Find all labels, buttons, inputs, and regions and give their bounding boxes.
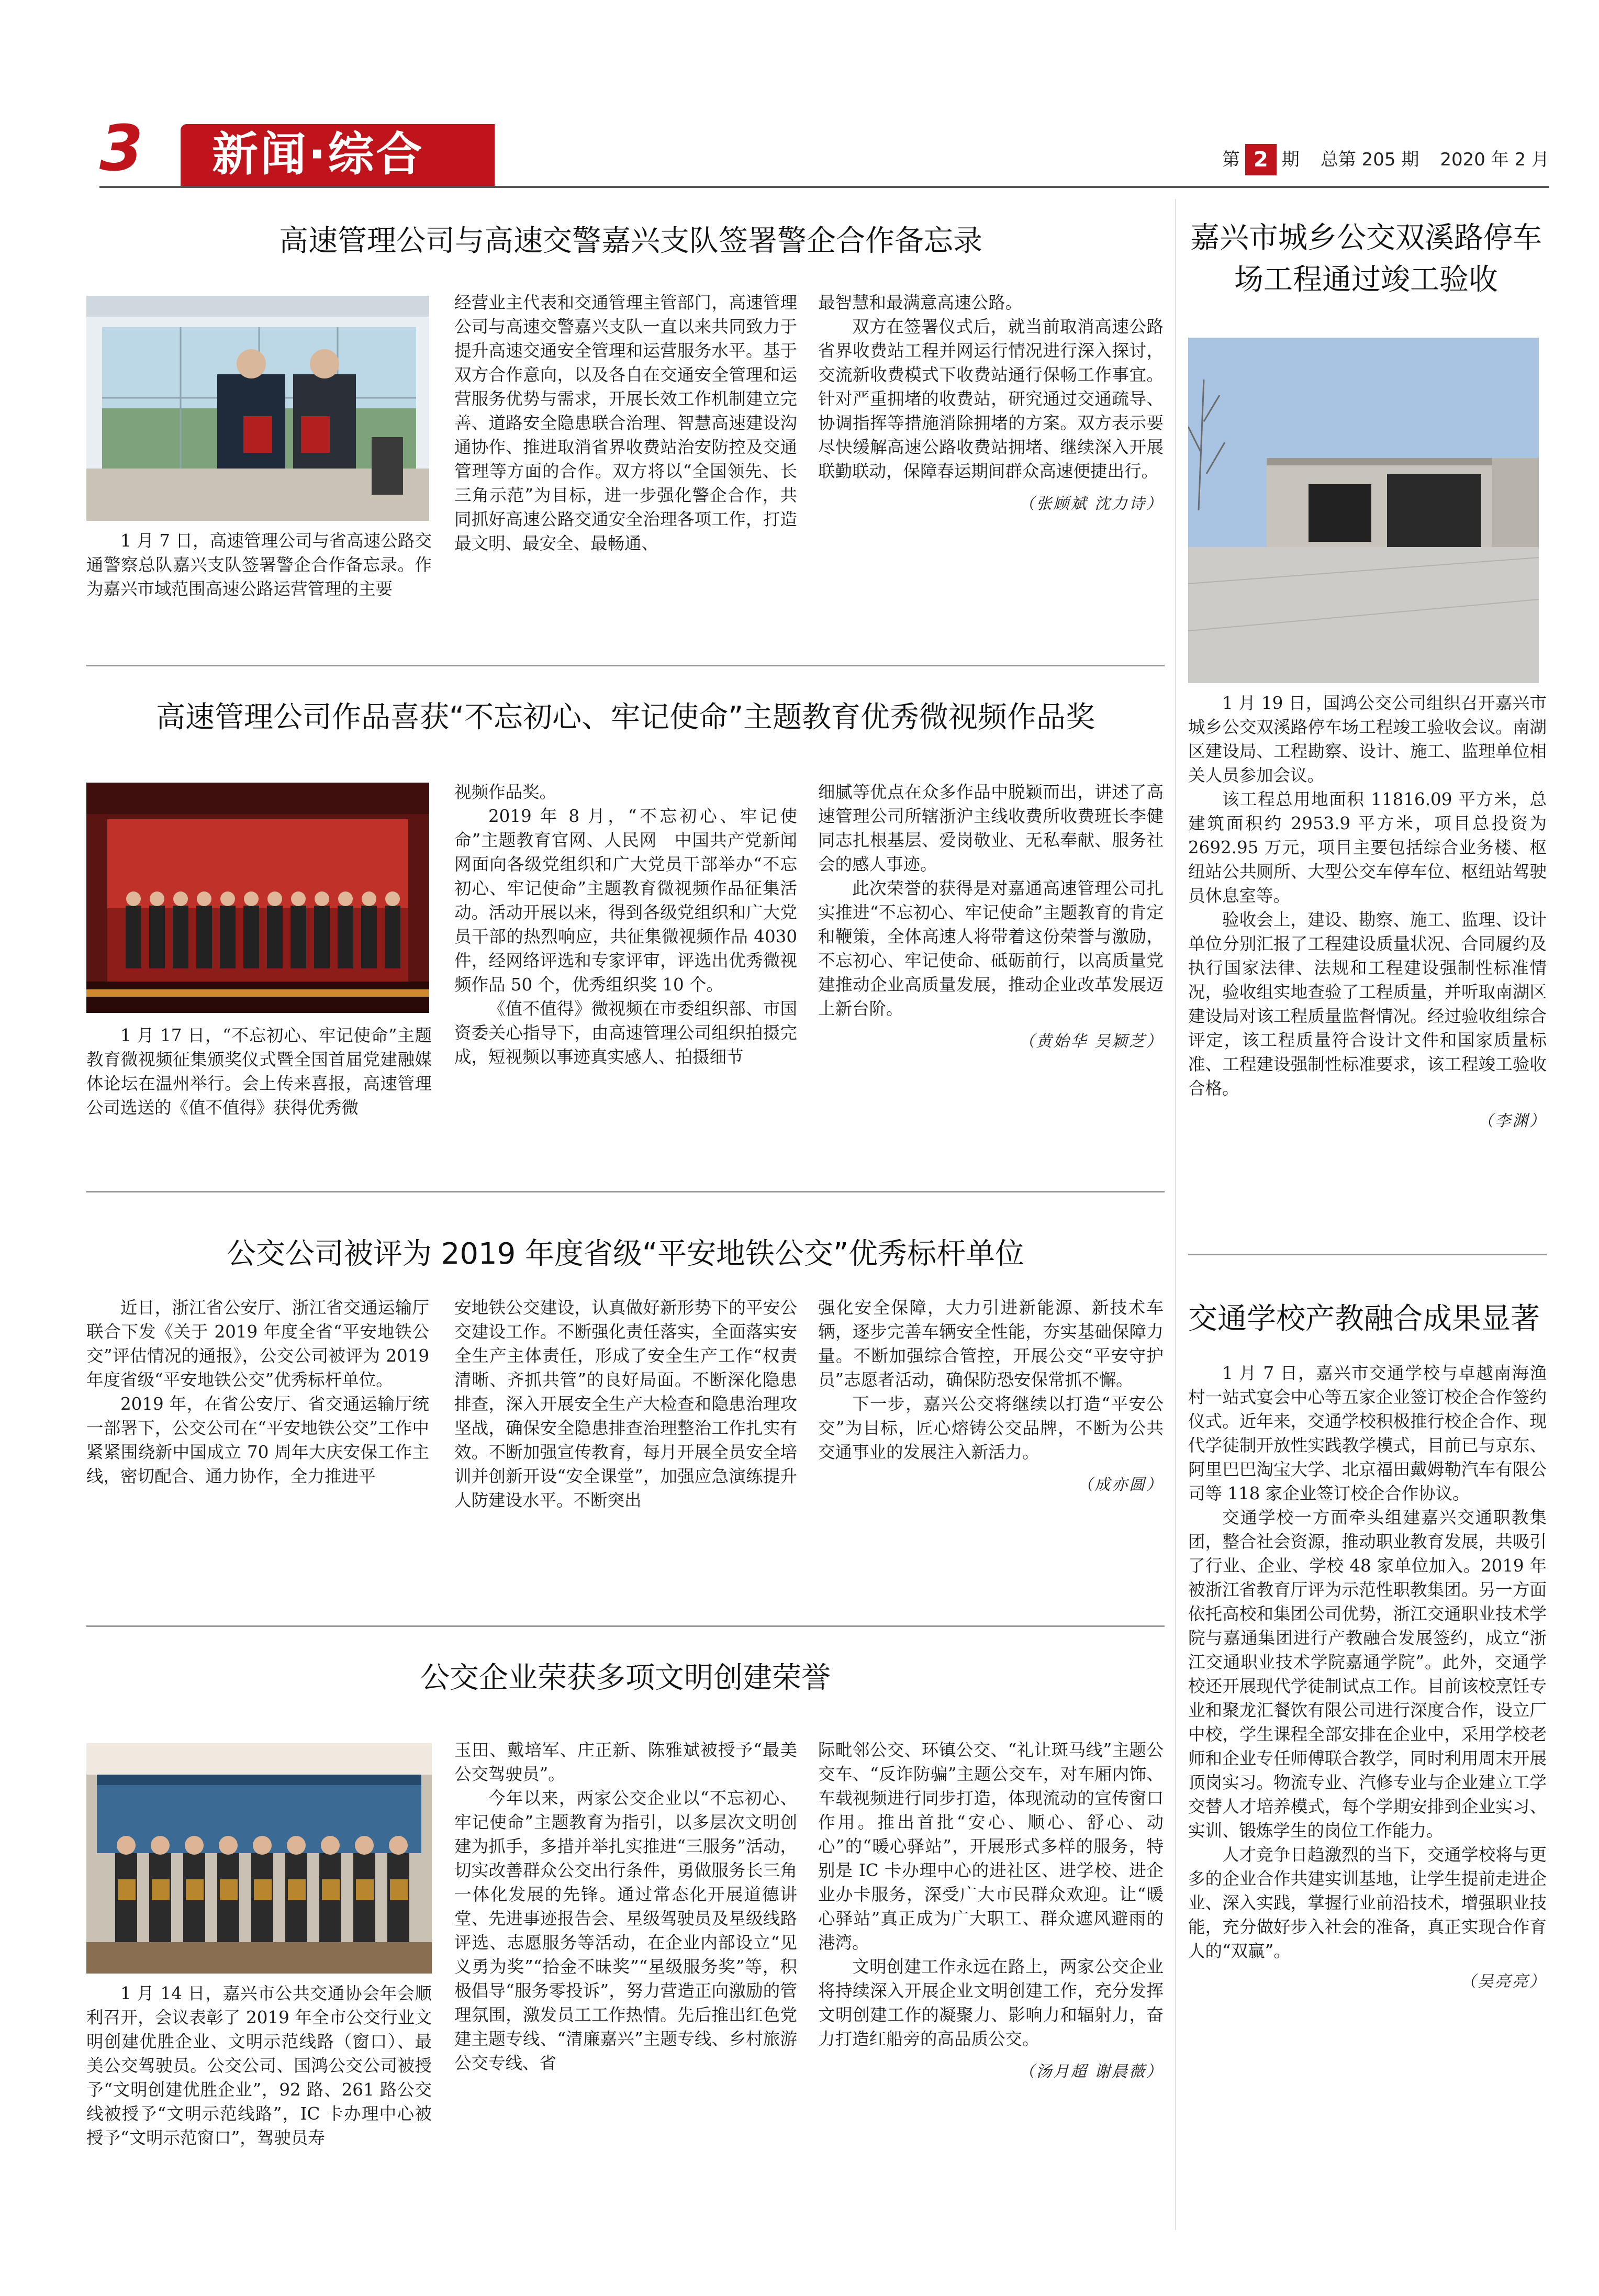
article3-divider	[86, 1625, 1165, 1627]
article4-column3	[818, 1738, 1164, 2083]
article4-col3-text-b: 文明创建工作永远在路上，两家公交企业将持续深入开展企业文明创建工作，充分发挥文明创建工作的凝聚力、影响力和辐射力，奋力打造红船旁的高品质公交。	[818, 1957, 1164, 2049]
article1-column3	[818, 291, 1164, 516]
article4-title: 公交企业荣获多项文明创建荣誉	[420, 1661, 831, 1695]
issue-info	[1222, 144, 1549, 175]
section-number: 3	[99, 113, 143, 185]
issue-date: 2020 年 2 月	[1440, 149, 1549, 170]
sidebar2-body	[1188, 1361, 1547, 1993]
article1-caption-text: 1 月 7 日，高速管理公司与省高速公路交通警察总队嘉兴支队签署警企合作备忘录。作为嘉兴市域范围高速公路运营管理的主要	[86, 531, 432, 599]
sidebar2-title: 交通学校产教融合成果显著	[1188, 1302, 1540, 1336]
article2-column2	[454, 780, 797, 1069]
issue-number: 2	[1245, 144, 1277, 175]
article1-col2-text: 经营业主代表和交通管理主管部门，高速管理公司与高速交警嘉兴支队一直以来共同致力于提升高速交通安全管理和运营服务水平。基于双方合作意向，以及各自在交通安全管理和运营服务优势与需求，开展长效工作机制建立完善、道路安全隐患联合治理、智慧高速建设沟通协作、推进取消省界收费站治安防控及交通管理等方面的合作。双方将以“全国领先、长三角示范”为目标，进一步强化警企合作，共同抓好高速公路交通安全治理各项工作，打造最文明、最安全、最畅通、	[454, 293, 797, 553]
article1-divider	[86, 665, 1165, 666]
article3-col3-text-b: 下一步，嘉兴公交将继续以打造“平安公交”为目标，匠心熔铸公交品牌，不断为公共交通事业的发展注入新活力。	[818, 1394, 1164, 1462]
article4-photo	[86, 1743, 432, 1974]
article2-photo	[86, 783, 429, 1013]
article2-col2-text-c: 《值不值得》微视频在市委组织部、市国资委关心指导下，由高速管理公司组织拍摄完成，短视频以事迹真实感人、拍摄细节	[454, 999, 797, 1067]
article1-caption	[86, 529, 432, 601]
masthead-rule	[99, 186, 1549, 188]
article1-column2	[454, 291, 797, 555]
article1-photo	[86, 296, 429, 521]
article3-signature: （成亦圆）	[1077, 1476, 1164, 1494]
issue-suffix: 期	[1281, 149, 1300, 170]
article3-column3	[818, 1296, 1164, 1497]
sidebar2-p1: 1 月 7 日，嘉兴市交通学校与卓越南海渔村一站式宴会中心等五家企业签订校企合作签约仪式。近年来，交通学校积极推行校企合作、现代学徒制开放性实践教学模式，目前已与京东、阿里巴巴淘宝大学、北京福田戴姆勒汽车有限公司等 118 家企业签订校企合作协议。	[1188, 1363, 1547, 1503]
article3-col1-text-a: 近日，浙江省公安厅、浙江省交通运输厅联合下发《关于 2019 年度全省“平安地铁公交”评估情况的通报》，公交公司被评为 2019 年度省级“平安地铁公交”优秀标杆单位。	[86, 1298, 429, 1390]
article2-divider	[86, 1191, 1165, 1192]
article2-col3-text-b: 此次荣誉的获得是对嘉通高速管理公司扎实推进“不忘初心、牢记使命”主题教育的肯定和鞭策，全体高速人将带着这份荣誉与激励，不忘初心、牢记使命、砥砺前行，以高质量党建推动企业高质量发展，推动企业改革发展迈上新台阶。	[818, 878, 1164, 1019]
article4-column2	[454, 1738, 797, 2075]
sidebar1-p2: 该工程总用地面积 11816.09 平方米，总建筑面积约 2953.9 平方米，项目总投资为 2692.95 万元，项目主要包括综合业务楼、枢纽站公共厕所、大型公交车停车位、枢纽站驾驶员休息室等。	[1188, 789, 1547, 906]
article2-col2-text-b: 2019 年 8 月，“不忘初心、牢记使命”主题教育官网、人民网 中国共产党新闻网面向各级党组织和广大党员干部举办“不忘初心、牢记使命”主题教育微视频作品征集活动。活动开展以来，得到各级党组织和广大党员干部的热烈响应，共征集微视频作品 4030 件，经网络评选和专家评审，评选出优秀微视频作品 50 个，优秀组织奖 10 个。	[454, 806, 797, 995]
sidebar1-p3: 验收会上，建设、勘察、施工、监理、设计单位分别汇报了工程建设质量状况、合同履约及执行国家法律、法规和工程建设强制性标准情况，验收组实地查验了工程质量，并听取南湖区建设局对该工程质量监督情况。经过验收组综合评定，该工程质量符合设计文件和国家质量标准、工程建设强制性标准要求，该工程竣工验收合格。	[1188, 910, 1547, 1098]
article3-col1-text-b: 2019 年，在省公安厅、省交通运输厅统一部署下，公交公司在“平安地铁公交”工作中紧紧围绕新中国成立 70 周年大庆安保工作主线，密切配合、通力协作，全力推进平	[86, 1394, 429, 1486]
sidebar1-signature: （李渊）	[1478, 1112, 1547, 1130]
article1-title: 高速管理公司与高速交警嘉兴支队签署警企合作备忘录	[279, 224, 982, 258]
sidebar2-signature: （吴亮亮）	[1460, 1972, 1547, 1991]
article3-col2-text: 安地铁公交建设，认真做好新形势下的平安公交建设工作。不断强化责任落实，全面落实安全生产主体责任，形成了安全生产工作“权责清晰、齐抓共管”的良好局面。不断深化隐患排查，深入开展安全生产大检查和隐患治理攻坚战，确保安全隐患排查治理整治工作扎实有效。不断加强宣传教育，每月开展全员安全培训并创新开设“安全课堂”，加强应急演练提升人防建设水平。不断突出	[454, 1298, 797, 1510]
article2-column3	[818, 780, 1164, 1053]
article1-col3-text-b: 双方在签署仪式后，就当前取消高速公路省界收费站工程并网运行情况进行深入探讨，交流新收费模式下收费站通行保畅工作事宜。针对严重拥堵的收费站，研究通过交通疏导、协调指挥等措施消除拥堵的方案。双方表示要尽快缓解高速公路收费站拥堵、继续深入开展联勤联动，保障春运期间群众高速便捷出行。	[818, 317, 1164, 481]
article3-title: 公交公司被评为 2019 年度省级“平安地铁公交”优秀标杆单位	[226, 1237, 1025, 1271]
article1-signature: （张顾斌 沈力诗）	[1019, 495, 1164, 513]
article4-signature: （汤月超 谢晨薇）	[1019, 2063, 1164, 2081]
sidebar1-body	[1188, 691, 1547, 1133]
article2-caption-text: 1 月 17 日，“不忘初心、牢记使命”主题教育微视频征集颁奖仪式暨全国首届党建融媒体论坛在温州举行。会上传来喜报，高速管理公司选送的《值不值得》获得优秀微	[86, 1026, 432, 1118]
article3-column2	[454, 1296, 797, 1512]
article2-title: 高速管理公司作品喜获“不忘初心、牢记使命”主题教育优秀微视频作品奖	[155, 700, 1095, 734]
sidebar-column-separator	[1175, 199, 1176, 2230]
article2-caption	[86, 1023, 432, 1120]
sidebar2-p2: 交通学校一方面牵头组建嘉兴交通职教集团，整合社会资源，推动职业教育发展，共吸引了行业、企业、学校 48 家单位加入。2019 年被浙江省教育厅评为示范性职教集团。另一方面依托高校和集团公司优势，浙江交通职业技术学院与嘉通集团进行产教融合发展签约，成立“浙江交通职业技术学院嘉通学院”。此外，交通学校还开展现代学徒制试点工作。目前该校烹饪专业和聚龙汇餐饮有限公司进行深度合作，设立厂中校，学生课程全部安排在企业中，采用学校老师和企业专任师傅联合教学，同时利用周末开展顶岗实习。物流专业、汽修专业与企业建立工学交替人才培养模式，每个学期安排到企业实习、实训、锻炼学生的岗位工作能力。	[1188, 1508, 1547, 1841]
sidebar1-caption: 1 月 19 日，国鸿公交公司组织召开嘉兴市城乡公交双溪路停车场工程竣工验收会议。南湖区建设局、工程勘察、设计、施工、监理单位相关人员参加会议。	[1188, 693, 1547, 785]
sidebar2-p3: 人才竞争日趋激烈的当下，交通学校将与更多的企业合作共建实训基地，让学生提前走进企业、深入实践，掌握行业前沿技术，增强职业技能，充分做好步入社会的准备，真正实现合作育人的“双赢”。	[1188, 1845, 1547, 1961]
section-title: 新闻·综合	[212, 127, 424, 181]
article2-signature: （黄始华 吴颖芝）	[1019, 1032, 1164, 1051]
article4-col2-text-b: 今年以来，两家公交企业以“不忘初心、牢记使命”主题教育为指引，以多层次文明创建为抓手，多措并举扎实推进“三服务”活动，切实改善群众公交出行条件，勇做服务长三角一体化发展的先锋。通过常态化开展道德讲堂、先进事迹报告会、星级驾驶员及星级线路评选、志愿服务等活动，在企业内部设立“见义勇为奖”“拾金不昧奖”“星级服务奖”等，积极倡导“服务零投诉”，努力营造正向激励的管理氛围，激发员工工作热情。先后推出红色党建主题专线、“清廉嘉兴”主题专线、乡村旅游公交专线、省	[454, 1788, 797, 2073]
article3-column1	[86, 1296, 429, 1488]
issue-prefix: 第	[1222, 149, 1240, 170]
article3-col3-text-a: 强化安全保障，大力引进新能源、新技术车辆，逐步完善车辆安全性能，夯实基础保障力量。不断加强综合管控，开展公交“平安守护员”志愿者活动，确保防恐安保常抓不懈。	[818, 1298, 1164, 1390]
article1-col3-text-a: 最智慧和最满意高速公路。	[818, 293, 1023, 313]
sidebar1-photo	[1188, 338, 1539, 683]
article4-col2-text-a: 玉田、戴培军、庄正新、陈雅斌被授予“最美公交驾驶员”。	[454, 1740, 797, 1784]
total-issue: 总第 205 期	[1320, 149, 1419, 170]
article4-col3-text-a: 际毗邻公交、环镇公交、“礼让斑马线”主题公交车、“反诈防骗”主题公交车，对车厢内饰、车载视频进行同步打造，体现流动的宣传窗口作用。推出首批“安心、顺心、舒心、动心”的“暖心驿站”，开展形式多样的服务，特别是 IC 卡办理中心的进社区、进学校、进企业办卡服务，深受广大市民群众欢迎。让“暖心驿站”真正成为广大职工、群众遮风避雨的港湾。	[818, 1740, 1164, 1953]
sidebar-divider	[1188, 1254, 1547, 1255]
sidebar1-title: 嘉兴市城乡公交双溪路停车场工程通过竣工验收	[1190, 221, 1542, 297]
article2-col2-text-a: 视频作品奖。	[454, 782, 557, 802]
article4-caption	[86, 1981, 432, 2150]
article4-caption-text: 1 月 14 日，嘉兴市公共交通协会年会顺利召开，会议表彰了 2019 年全市公交行业文明创建优胜企业、文明示范线路（窗口）、最美公交驾驶员。公交公司、国鸿公交公司被授予“文明创建优胜企业”，92 路、261 路公交线被授予“文明示范线路”，IC 卡办理中心被授予“文明示范窗口”，驾驶员寿	[86, 1983, 432, 2148]
article2-col3-text-a: 细腻等优点在众多作品中脱颖而出，讲述了高速管理公司所辖浙沪主线收费所收费班长李健同志扎根基层、爱岗敬业、无私奉献、服务社会的感人事迹。	[818, 782, 1164, 874]
